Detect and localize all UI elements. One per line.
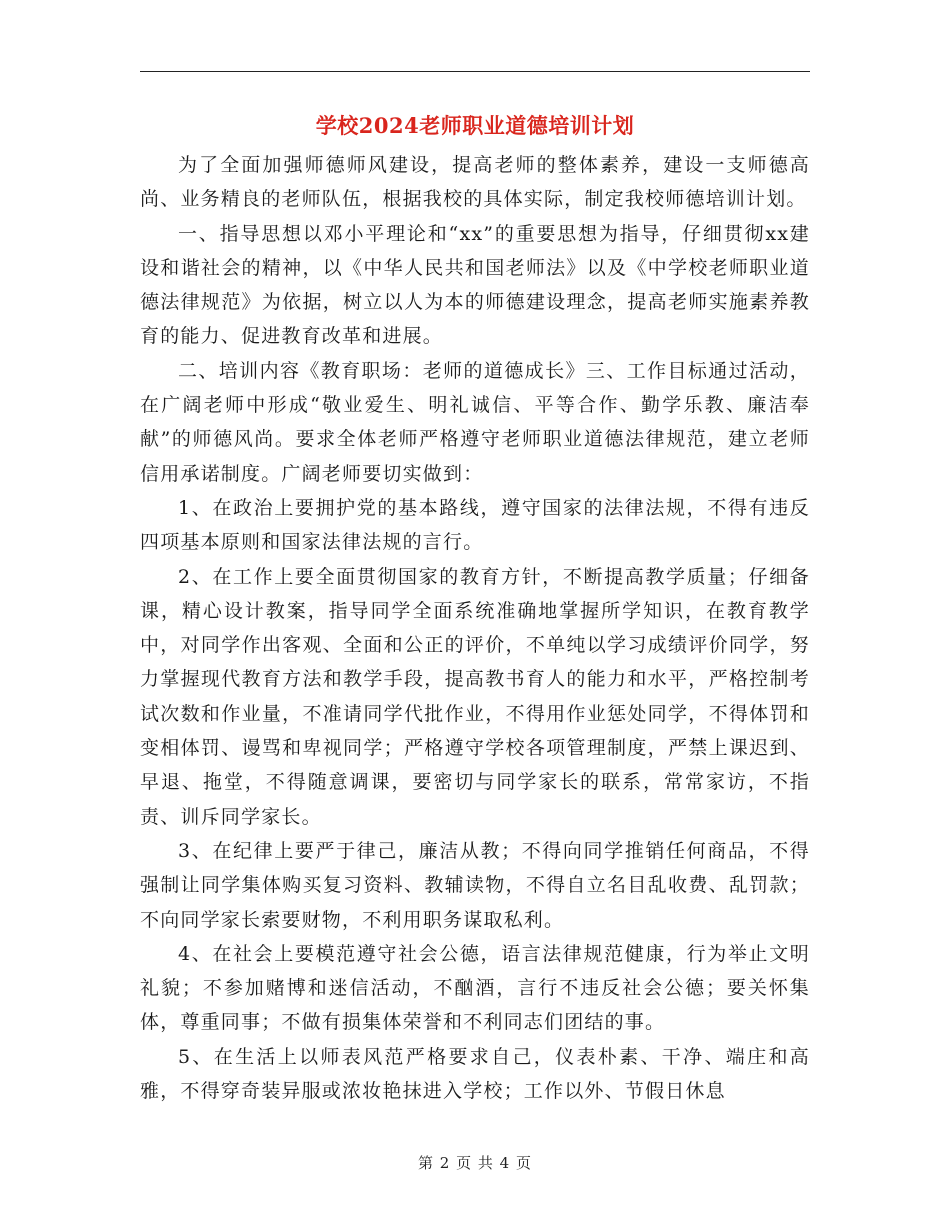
page-number: 第 2 页 共 4 页 bbox=[418, 1154, 532, 1172]
paragraph: 为了全面加强师德师风建设，提高老师的整体素养，建设一支师德高尚、业务精良的老师队伍，根据我校的具体实际，制定我校师德培训计划。 bbox=[140, 154, 810, 211]
paragraph: 5、在生活上以师表风范严格要求自己，仪表朴素、干净、端庄和高雅，不得穿奇装异服或浓妆艳抹进入学校；工作以外、节假日休息 bbox=[140, 1045, 810, 1103]
paragraph: 一、指导思想以邓小平理论和“xx”的重要思想为指导，仔细贯彻xx建设和谐社会的精神，以《中华人民共和国老师法》以及《中学校老师职业道德法律规范》为依据，树立以人为本的师德建设理念，提高老师实施素养教育的能力、促进教育改革和进展。 bbox=[140, 222, 810, 348]
document-body bbox=[140, 148, 810, 1108]
document-title: 学校2024老师职业道德培训计划 bbox=[315, 113, 635, 138]
paragraph: 1、在政治上要拥护党的基本路线，遵守国家的法律法规，不得有违反四项基本原则和国家法律法规的言行。 bbox=[140, 496, 810, 554]
paragraph: 3、在纪律上要严于律己，廉洁从教；不得向同学推销任何商品，不得强制让同学集体购买复习资料、教辅读物，不得自立名目乱收费、乱罚款；不向同学家长索要财物，不利用职务谋取私利。 bbox=[140, 839, 810, 931]
paragraph: 二、培训内容《教育职场：老师的道德成长》三、工作目标通过活动，在广阔老师中形成“敬业爱生、明礼诚信、平等合作、勤学乐教、廉洁奉献”的师德风尚。要求全体老师严格遵守老师职业道德法律规范，建立老师信用承诺制度。广阔老师要切实做到： bbox=[140, 359, 810, 485]
header-rule bbox=[140, 71, 810, 72]
paragraph: 2、在工作上要全面贯彻国家的教育方针，不断提高教学质量；仔细备课，精心设计教案，指导同学全面系统准确地掌握所学知识，在教育教学中，对同学作出客观、全面和公正的评价，不单纯以学习成绩评价同学，努力掌握现代教育方法和教学手段，提高教书育人的能力和水平，严格控制考试次数和作业量，不准请同学代批作业，不得用作业惩处同学，不得体罚和变相体罚、谩骂和卑视同学；严格遵守学校各项管理制度，严禁上课迟到、早退、拖堂，不得随意调课，要密切与同学家长的联系，常常家访，不指责、训斥同学家长。 bbox=[140, 565, 810, 828]
paragraph: 4、在社会上要模范遵守社会公德，语言法律规范健康，行为举止文明礼貌；不参加赌博和迷信活动，不酗酒，言行不违反社会公德；要关怀集体，尊重同事；不做有损集体荣誉和不利同志们团结的事。 bbox=[140, 942, 810, 1034]
